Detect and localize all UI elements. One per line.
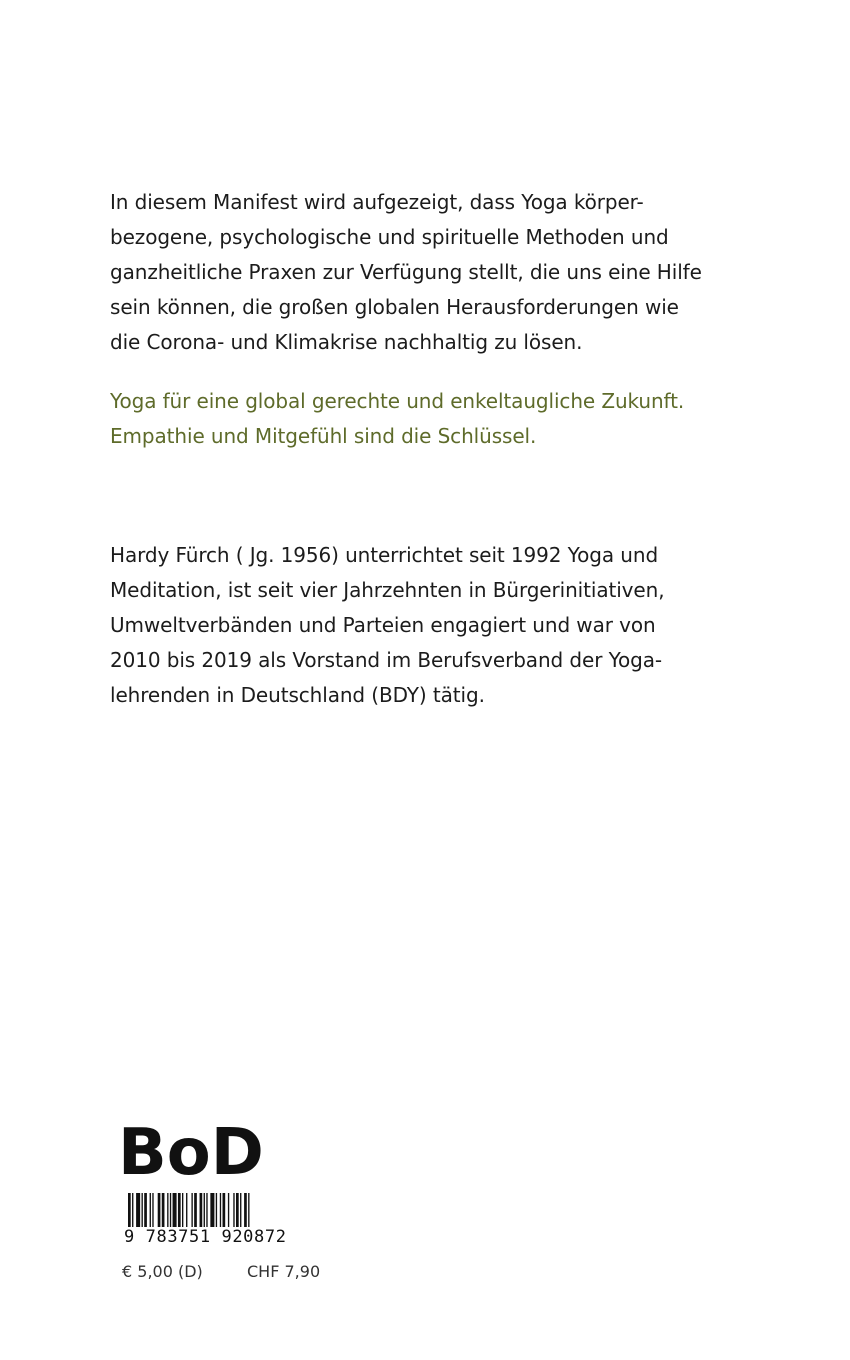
author-bio-paragraph	[110, 538, 664, 713]
blurb-line: ganzheitliche Praxen zur Verfügung stellt, die uns eine Hilfe	[110, 260, 702, 284]
tagline-line: Yoga für eine global gerechte und enkeltaugliche Zukunft.	[110, 389, 685, 413]
blurb-line: In diesem Manifest wird aufgezeigt, dass Yoga körper-	[110, 190, 644, 214]
blurb-line: bezogene, psychologische und spirituelle Methoden und	[110, 225, 669, 249]
bio-line: lehrenden in Deutschland (BDY) tätig.	[110, 683, 485, 707]
isbn-number: 9 783751 920872	[124, 1227, 287, 1247]
publisher-logo: BoD	[118, 1116, 264, 1190]
bio-line: 2010 bis 2019 als Vorstand im Berufsverband der Yoga-	[110, 648, 663, 672]
blurb-paragraph	[110, 185, 702, 360]
price-eur: € 5,00 (D)	[122, 1262, 203, 1281]
isbn-digits	[124, 1226, 320, 1248]
bio-line: Meditation, ist seit vier Jahrzehnten in Bürgerinitiativen,	[110, 578, 665, 602]
tagline-paragraph	[110, 384, 684, 454]
bio-line: Hardy Fürch ( Jg. 1956) unterrichtet seit 1992 Yoga und	[110, 543, 659, 567]
blurb-line: die Corona- und Klimakrise nachhaltig zu lösen.	[110, 330, 583, 354]
tagline-line: Empathie und Mitgefühl sind die Schlüssel.	[110, 424, 537, 448]
blurb-line: sein können, die großen globalen Herausforderungen wie	[110, 295, 679, 319]
bio-line: Umweltverbänden und Parteien engagiert und war von	[110, 613, 656, 637]
price-chf: CHF 7,90	[247, 1262, 321, 1281]
